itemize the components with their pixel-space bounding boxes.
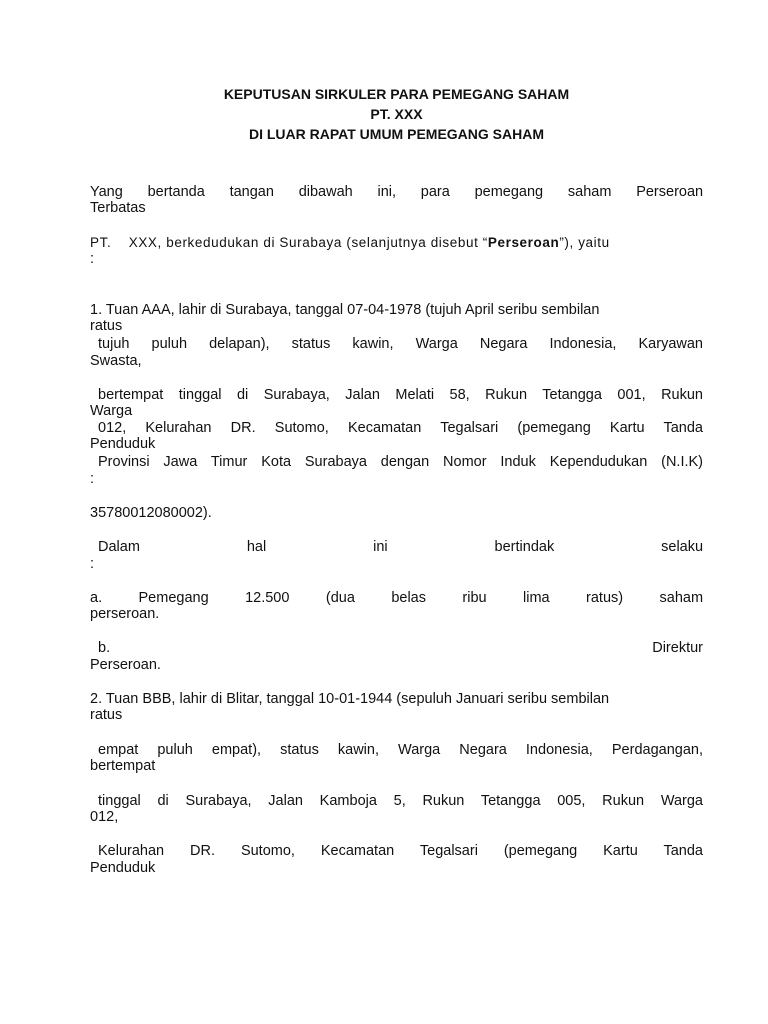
person2-line-7: Kelurahan DR. Sutomo, Kecamatan Tegalsari (pemegang Kartu Tanda <box>98 843 703 859</box>
company-line <box>90 234 703 251</box>
person1-line-10: : <box>90 471 95 487</box>
person1-line-1: 1. Tuan AAA, lahir di Surabaya, tanggal 07-04-1978 (tujuh April seribu sembilan <box>90 302 600 318</box>
person1-acting-colon: : <box>90 556 95 572</box>
person1-line-3: tujuh puluh delapan), status kawin, Warga Negara Indonesia, Karyawan <box>98 336 703 352</box>
person1-line-2: ratus <box>90 318 123 334</box>
intro-line-2: Terbatas <box>90 200 146 216</box>
person1-item-a-tail: perseroan. <box>90 606 160 622</box>
person2-line-3: empat puluh empat), status kawin, Warga Negara Indonesia, Perdagangan, <box>98 742 703 758</box>
company-colon: : <box>90 251 95 267</box>
person2-line-1: 2. Tuan BBB, lahir di Blitar, tanggal 10-01-1944 (sepuluh Januari seribu sembilan <box>90 691 610 707</box>
person1-line-7: 012, Kelurahan DR. Sutomo, Kecamatan Tegalsari (pemegang Kartu Tanda <box>98 420 703 436</box>
person2-line-8: Penduduk <box>90 860 156 876</box>
person2-line-6: 012, <box>90 809 119 825</box>
person1-item-b: b. Direktur <box>98 640 703 656</box>
company-bold-term: Perseroan <box>487 235 560 250</box>
company-rest: XXX, berkedudukan di Surabaya (selanjutnya disebut “ <box>128 235 488 250</box>
doc-title-line-3: DI LUAR RAPAT UMUM PEMEGANG SAHAM <box>248 126 545 142</box>
person1-item-a: a. Pemegang 12.500 (dua belas ribu lima ratus) saham <box>90 590 704 606</box>
person1-line-4: Swasta, <box>90 353 142 369</box>
person1-item-b-tail: Perseroan. <box>90 657 161 673</box>
person2-line-4: bertempat <box>90 758 156 774</box>
person1-line-8: Penduduk <box>90 436 156 452</box>
intro-line-1: Yang bertanda tangan dibawah ini, para pemegang saham Perseroan <box>90 184 704 200</box>
company-tail: ”), yaitu <box>559 235 610 250</box>
company-pt: PT. <box>90 235 112 250</box>
doc-title-line-1: KEPUTUSAN SIRKULER PARA PEMEGANG SAHAM <box>223 86 570 102</box>
person2-line-2: ratus <box>90 707 123 723</box>
person1-line-9: Provinsi Jawa Timur Kota Surabaya dengan Nomor Induk Kependudukan (N.I.K) <box>98 454 703 470</box>
doc-title-line-2: PT. XXX <box>370 106 423 122</box>
person2-line-5: tinggal di Surabaya, Jalan Kamboja 5, Rukun Tetangga 005, Rukun Warga <box>98 793 703 809</box>
person1-line-6: Warga <box>90 403 133 419</box>
person1-acting: Dalam hal ini bertindak selaku <box>98 539 704 555</box>
person1-nik: 35780012080002). <box>90 505 212 521</box>
person1-line-5: bertempat tinggal di Surabaya, Jalan Melati 58, Rukun Tetangga 001, Rukun <box>98 387 703 403</box>
